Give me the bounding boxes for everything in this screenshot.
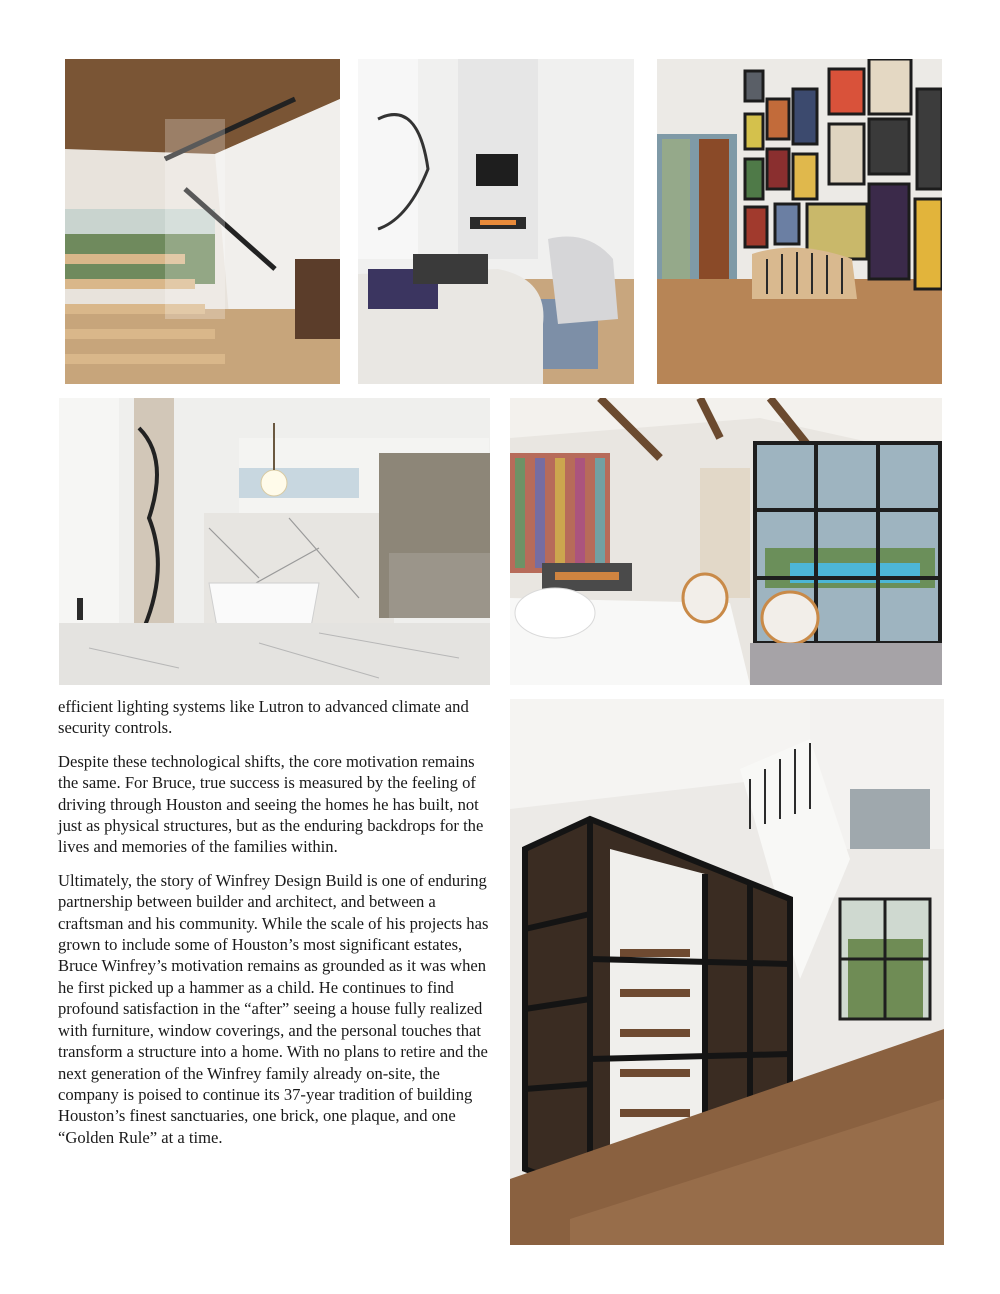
photo-bedroom bbox=[510, 398, 942, 685]
paragraph-motivation: Despite these technological shifts, the core motivation remains the same. For Bruce, true success is measured by the feeling of driving through Houston and seeing the homes he has built, not just as physical structures, but as the enduring backdrops for the lives and memories of the families within. bbox=[58, 751, 484, 857]
photo-bathroom bbox=[59, 398, 490, 685]
photo-glass-staircase bbox=[65, 59, 340, 384]
article-text bbox=[58, 696, 494, 1160]
photo-entry-gallery bbox=[657, 59, 942, 384]
paragraph-technology: efficient lighting systems like Lutron to advanced climate and security controls. bbox=[58, 697, 469, 738]
photo-wine-room bbox=[510, 699, 944, 1245]
paragraph-conclusion: Ultimately, the story of Winfrey Design Build is one of enduring partnership between builder and architect, and between a craftsman and his community. While the scale of his projects has grown to include some of Houston’s most significant estates, Bruce Winfrey’s motivation remains as grounded as it was when he first picked up a hammer as a child. He continues to find profound satisfaction in the “after” seeing a house fully realized with furniture, window coverings, and the personal touches that transform a structure into a home. With no plans to retire and the next generation of the Winfrey family already on-site, the company is poised to continue its 37-year tradition of building Houston’s finest sanctuaries, one brick, one plaque, and one “Golden Rule” at a time. bbox=[58, 870, 489, 1147]
photo-living-room bbox=[358, 59, 634, 384]
